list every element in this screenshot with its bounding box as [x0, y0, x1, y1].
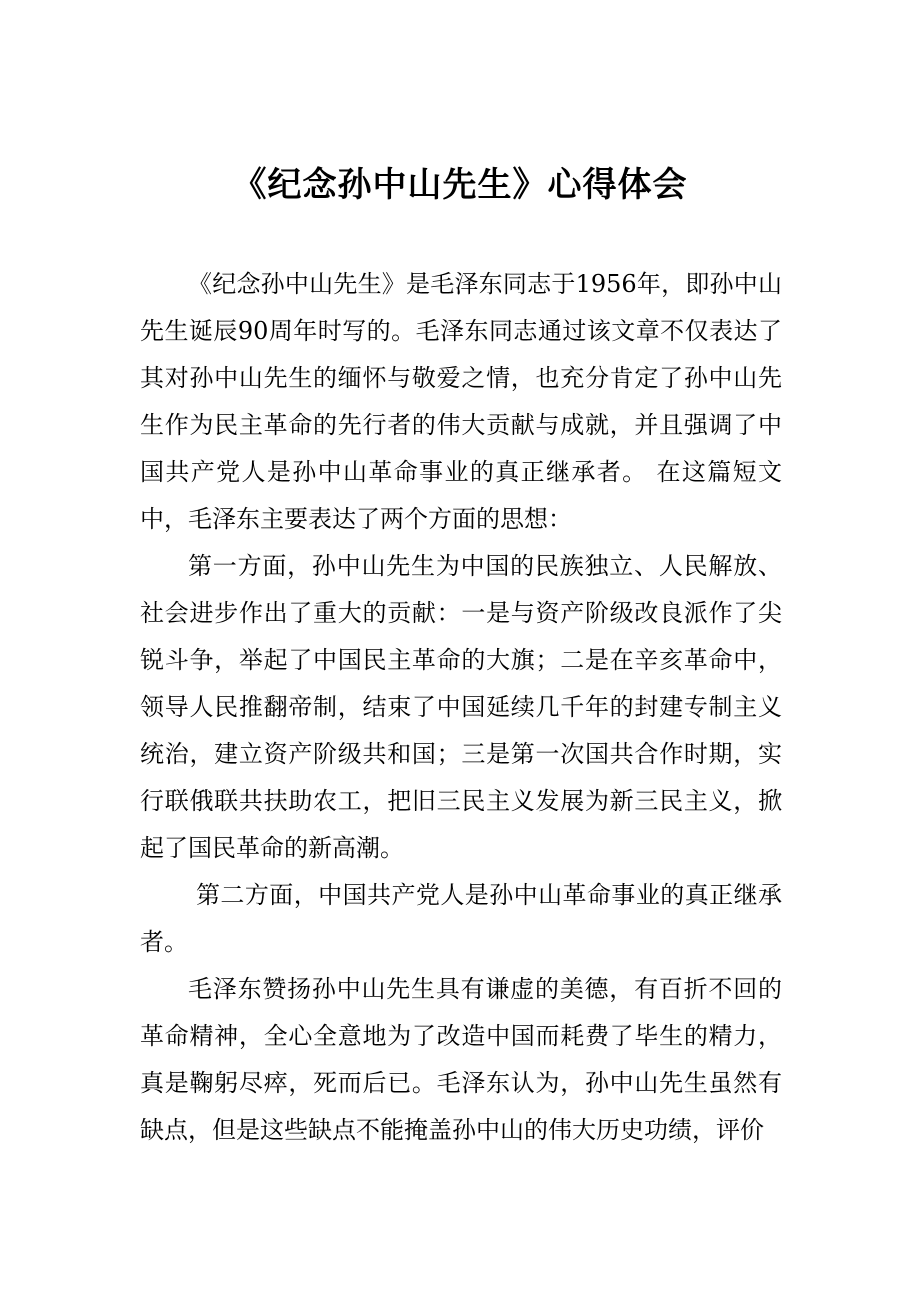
- paragraph-second-aspect: 第二方面，中国共产党人是孙中山革命事业的真正继承者。: [140, 881, 782, 956]
- document-body: [140, 261, 782, 1154]
- paragraph-intro: 《纪念孙中山先生》是毛泽东同志于1956年，即孙中山先生诞辰90周年时写的。毛泽东同志通过该文章不仅表达了其对孙中山先生的缅怀与敬爱之情，也充分肯定了孙中山先生作为民主革命的先行者的伟大贡献与成就，并且强调了中国共产党人是孙中山革命事业的真正继承者。 在这篇短文中，毛泽东主要表达了两个方面的思想：: [140, 270, 782, 533]
- paragraph-praise: 毛泽东赞扬孙中山先生具有谦虚的美德，有百折不回的革命精神，全心全意地为了改造中国而耗费了毕生的精力，真是鞠躬尽瘁，死而后已。毛泽东认为，孙中山先生虽然有缺点，但是这些缺点不能掩盖孙中山的伟大历史功绩，评价: [140, 975, 782, 1144]
- document-title: 《纪念孙中山先生》心得体会: [232, 165, 688, 205]
- paragraph-first-aspect: 第一方面，孙中山先生为中国的民族独立、人民解放、社会进步作出了重大的贡献：一是与资产阶级改良派作了尖锐斗争，举起了中国民主革命的大旗；二是在辛亥革命中，领导人民推翻帝制，结束了中国延续几千年的封建专制主义统治，建立资产阶级共和国；三是第一次国共合作时期，实行联俄联共扶助农工，把旧三民主义发展为新三民主义，掀起了国民革命的新高潮。: [140, 552, 782, 862]
